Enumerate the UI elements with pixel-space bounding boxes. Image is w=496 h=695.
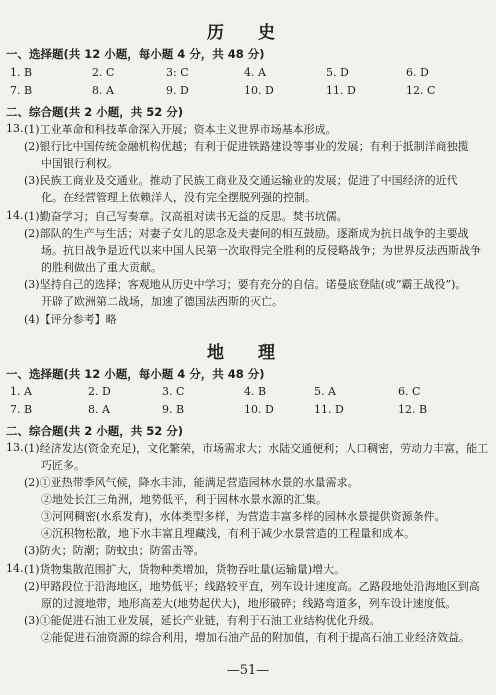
geography-title: 地 理 (207, 343, 289, 363)
geography-answer-12: 12. B (398, 403, 428, 416)
history-answer-row-2 (6, 84, 486, 98)
history-essay-header: 二、综合题(共 2 小题，共 52 分) (6, 105, 184, 119)
history-answer-1: 1. B (10, 66, 33, 79)
history-q13-line-4: (3)民族工商业及交通业。推动了民族工商业及交通运输业的发展；促进了中国经济的近代 (24, 174, 458, 187)
history-q13-label: 13. (6, 122, 24, 135)
geography-q14-label: 14. (6, 562, 24, 575)
history-q14-line-3: 场。抗日战争是近代以来中国人民第一次取得完全胜利的反侵略战争；为世界反法西斯战争 (41, 244, 481, 257)
history-q13-line-1: (1)工业革命和科技革命深入开展；资本主义世界市场基本形成。 (24, 123, 337, 136)
history-q14-line-1: (1)勤奋学习；自己写奏章。汉高祖对读书无益的反思。焚书坑儒。 (24, 210, 348, 223)
history-answer-2: 2. C (92, 66, 115, 79)
geography-answer-3: 3. C (162, 385, 185, 398)
history-q14-label: 14. (6, 209, 24, 222)
geography-answer-8: 8. A (88, 403, 110, 416)
geography-q14-line-5: ②能促进石油资源的综合利用，增加石油产品的附加值，有利于提高石油工业经济效益。 (41, 631, 470, 644)
geography-mc-header: 一、选择题(共 12 小题，每小题 4 分，共 48 分) (6, 367, 265, 381)
geography-q14-line-1: (1)货物集散范围扩大，货物种类增加，货物吞吐量(运输量)增大。 (24, 563, 346, 576)
history-q13-line-3: 中国银行利权。 (41, 157, 118, 170)
geography-q13-line-1: (1)经济发达(资金充足)，文化繁荣，市场需求大；水陆交通便利；人口稠密，劳动力丰富，能工 (24, 442, 489, 455)
geography-q14-line-3: 原的过渡地带，地形高差大(地势起伏大)，地形破碎；线路弯道多，列车设计速度低。 (41, 597, 457, 610)
history-q14-line-7: (4)【评分参考】略 (24, 313, 117, 326)
geography-answer-1: 1. A (10, 385, 32, 398)
history-q13-line-2: (2)银行比中国传统金融机构优越；有利于促进铁路建设等事业的发展；有利于抵制洋商独揽 (24, 140, 469, 153)
geography-answer-9: 9. B (162, 403, 185, 416)
geography-q13-line-2: 巧匠多。 (41, 459, 85, 472)
history-answer-5: 5. D (326, 66, 349, 79)
geography-q13-line-7: (3)防火；防潮；防蚊虫；防雷击等。 (24, 544, 205, 557)
history-q14-line-6: 开辟了欧洲第二战场，加速了德国法西斯的灭亡。 (41, 295, 283, 308)
geography-q14-line-2: (2)甲路段位于沿海地区，地势低平；线路较平直，列车设计速度高。乙路段地处沿海地区到高 (24, 580, 480, 593)
geography-essay-header: 二、综合题(共 2 小题，共 52 分) (6, 424, 184, 438)
history-q14-line-4: 的胜利做出了重大贡献。 (41, 261, 162, 274)
history-answer-12: 12. C (406, 84, 436, 97)
geography-q13-line-3: (2)①亚热带季风气候，降水丰沛，能满足营造园林水景的水量需求。 (24, 476, 359, 489)
history-mc-header: 一、选择题(共 12 小题，每小题 4 分，共 48 分) (6, 47, 265, 61)
geography-answer-row-2 (6, 403, 486, 417)
page-number: —51— (226, 663, 270, 678)
history-answer-7: 7. B (10, 84, 33, 97)
geography-q13-line-6: ④沉积物松散，地下水丰富且埋藏浅，有利于减少水景营造的工程量和成本。 (41, 527, 415, 540)
history-answer-9: 9. D (166, 84, 189, 97)
history-answer-row-1 (6, 66, 486, 80)
geography-q13-line-4: ②地处长江三角洲，地势低平，利于园林水景水源的汇集。 (41, 493, 327, 506)
history-answer-6: 6. D (406, 66, 429, 79)
geography-answer-6: 6. C (398, 385, 421, 398)
history-answer-11: 11. D (326, 84, 356, 97)
geography-answer-10: 10. D (244, 403, 274, 416)
history-answer-8: 8. A (92, 84, 114, 97)
geography-q13-label: 13. (6, 441, 24, 454)
geography-answer-5: 5. A (314, 385, 336, 398)
geography-answer-7: 7. B (10, 403, 33, 416)
geography-answer-11: 11. D (314, 403, 344, 416)
history-q14-line-5: (3)坚持自己的选择；客观地从历史中学习；要有充分的自信。诺曼底登陆(或“霸王战役”)。 (24, 278, 467, 291)
history-title: 历 史 (207, 23, 289, 43)
geography-answer-2: 2. D (88, 385, 111, 398)
geography-answer-row-1 (6, 385, 486, 399)
history-answer-4: 4. A (244, 66, 266, 79)
history-answer-3: 3: C (166, 66, 189, 79)
history-answer-10: 10. D (244, 84, 274, 97)
geography-answer-4: 4. B (244, 385, 267, 398)
history-q14-line-2: (2)部队的生产与生活；对妻子女儿的思念及夫妻间的相互鼓励。逐渐成为抗日战争的主要战 (24, 227, 469, 240)
geography-q13-line-5: ③河网稠密(水系发育)，水体类型多样，为营造丰富多样的园林水景提供资源条件。 (41, 510, 446, 523)
history-q13-line-5: 化。在经营管理上依赖洋人，没有完全摆脱列强的控制。 (41, 191, 316, 204)
geography-q14-line-4: (3)①能促进石油工业发展，延长产业链，有利于石油工业结构优化升级。 (24, 614, 381, 627)
